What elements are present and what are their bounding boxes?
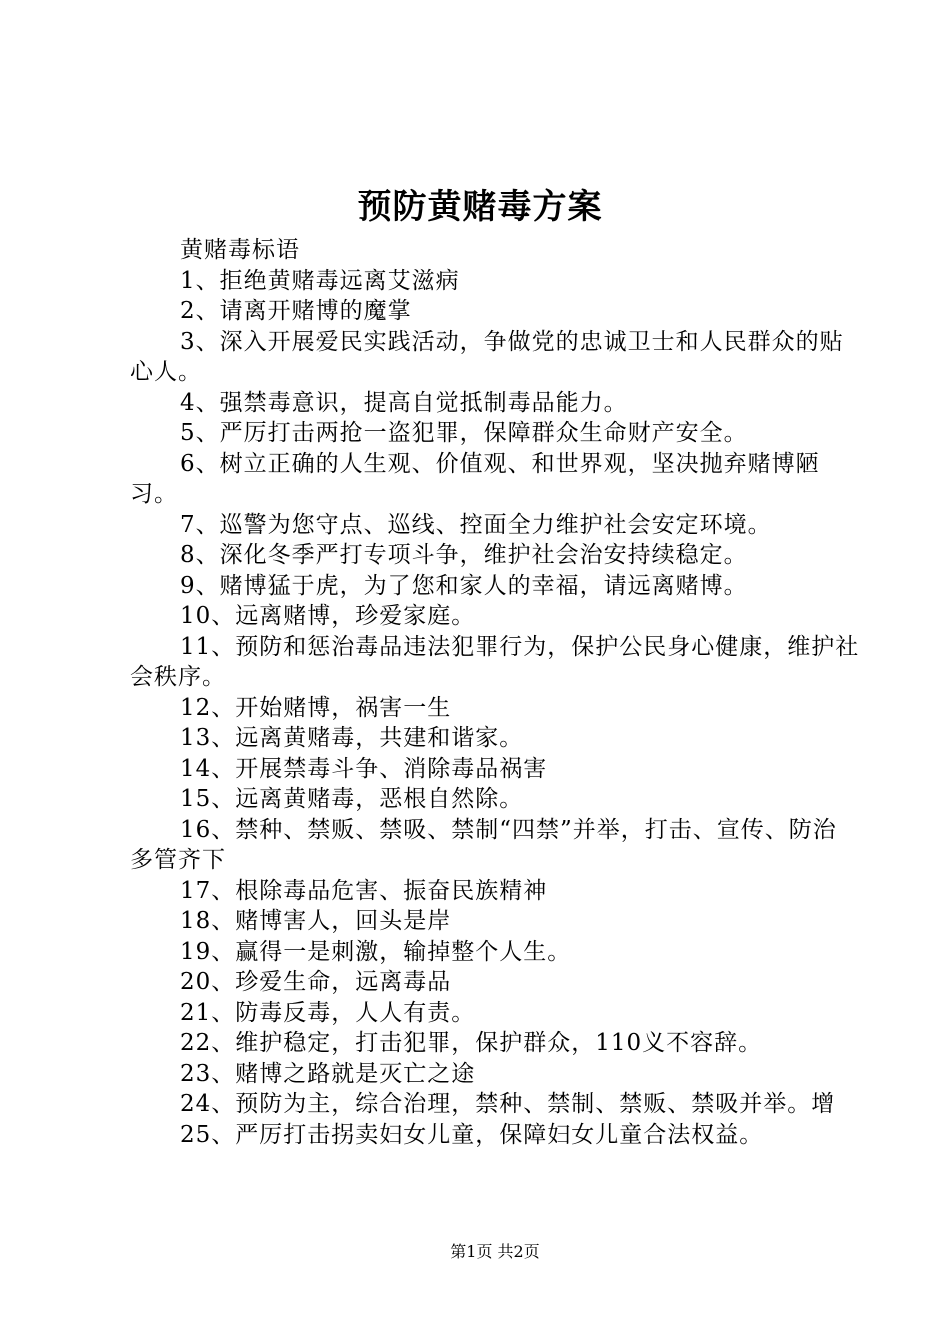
slogan-item: 2、请离开赌博的魔掌 (180, 298, 412, 324)
slogan-item: 21、防毒反毒，人人有责。 (180, 999, 476, 1026)
paragraph-heading: 黄赌毒标语 (180, 237, 300, 263)
slogan-item: 25、严厉打击拐卖妇女儿童，保障妇女儿童合法权益。 (180, 1121, 764, 1148)
slogan-item: 13、远离黄赌毒，共建和谐家。 (180, 725, 524, 751)
document-title: 预防黄赌毒方案 (357, 187, 603, 227)
slogan-item: 8、深化冬季严打专项斗争，维护社会治安持续稳定。 (180, 542, 748, 568)
slogan-item: 17、根除毒品危害、振奋民族精神 (180, 877, 548, 904)
page-footer: 第1页 共2页 (450, 1242, 540, 1261)
slogan-item: 11、预防和惩治毒品违法犯罪行为，保护公民身心健康，维护社会秩序。 (130, 633, 860, 690)
slogan-item: 3、深入开展爱民实践活动，争做党的忠诚卫士和人民群众的贴心人。 (130, 328, 844, 385)
slogan-item: 7、巡警为您守点、巡线、控面全力维护社会安定环境。 (180, 511, 772, 538)
document-body (130, 235, 860, 1150)
slogan-item: 6、树立正确的人生观、价值观、和世界观，坚决抛弃赌博陋习。 (130, 450, 820, 507)
slogan-item: 18、赌博害人，回头是岸 (180, 908, 452, 934)
slogan-item: 15、远离黄赌毒，恶根自然除。 (180, 786, 524, 812)
slogan-item: 20、珍爱生命，远离毒品 (180, 969, 452, 995)
slogan-item: 10、远离赌博，珍爱家庭。 (180, 603, 476, 629)
slogan-item: 4、强禁毒意识，提高自觉抵制毒品能力。 (180, 389, 628, 416)
slogan-item: 1、拒绝黄赌毒远离艾滋病 (180, 267, 460, 294)
slogan-item: 14、开展禁毒斗争、消除毒品祸害 (180, 755, 548, 782)
slogan-item: 24、预防为主，综合治理，禁种、禁制、禁贩、禁吸并举。增 (180, 1091, 836, 1117)
slogan-item: 12、开始赌博，祸害一生 (180, 694, 452, 721)
slogan-item: 23、赌博之路就是灭亡之途 (180, 1060, 476, 1087)
slogan-item: 9、赌博猛于虎，为了您和家人的幸福，请远离赌博。 (180, 572, 748, 599)
slogan-item: 22、维护稳定，打击犯罪，保护群众，110义不容辞。 (180, 1030, 763, 1056)
slogan-item: 16、禁种、禁贩、禁吸、禁制“四禁”并举，打击、宣传、防治多管齐下 (130, 816, 837, 873)
slogan-item: 19、赢得一是刺激，输掉整个人生。 (180, 938, 572, 965)
slogan-item: 5、严厉打击两抢一盗犯罪，保障群众生命财产安全。 (180, 420, 748, 446)
